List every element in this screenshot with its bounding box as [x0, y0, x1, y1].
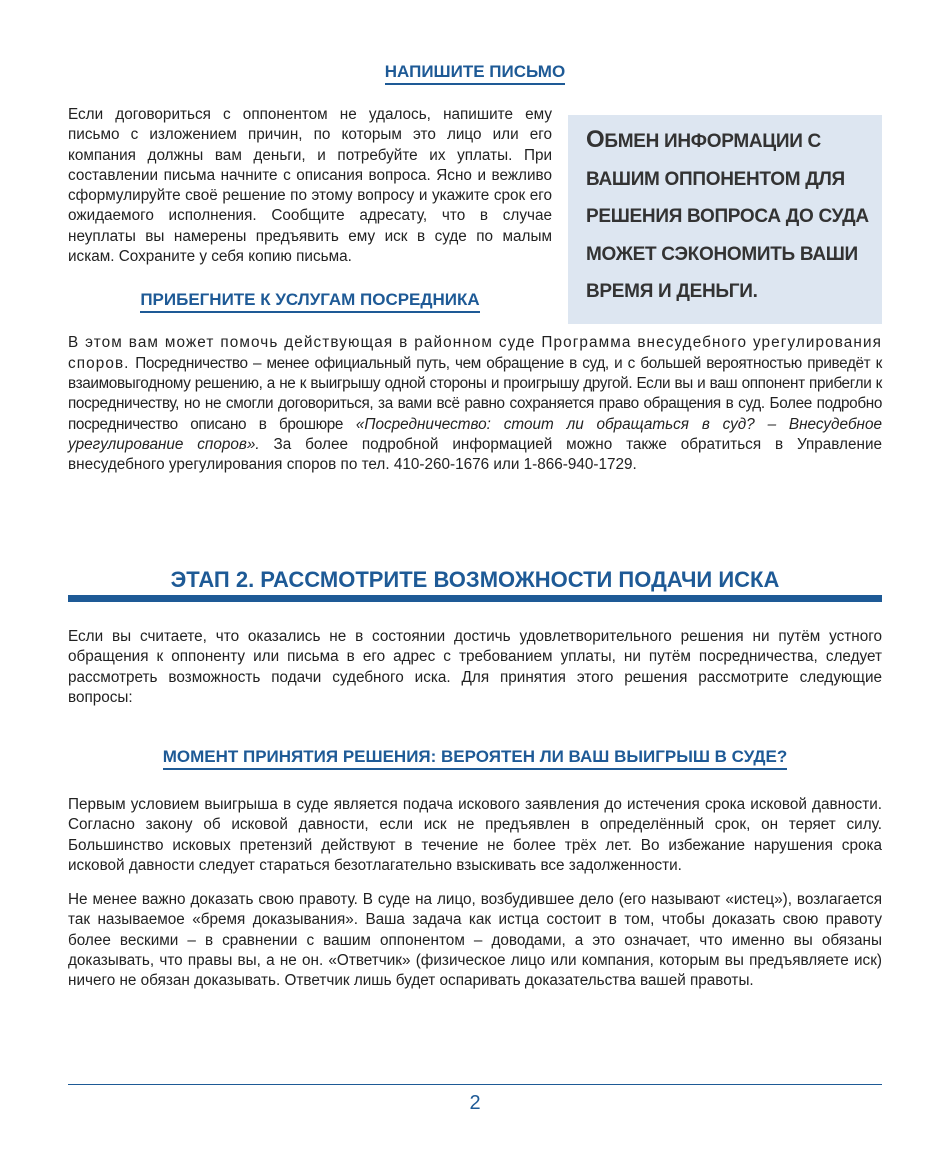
brochure-title: «Посредничество: стоит ли обращаться в суд? – Внесудебное урегулирование споров».	[68, 415, 882, 453]
section-heading-write-letter	[68, 61, 882, 83]
mediation-text-mid: Посредничество – менее официальный путь, чем обращение в суд, и с большей вероятностью приведёт к взаимовыгодному решению, а не к выигрышу одной стороны и проигрышу другой. Если вы и ваш оппонент прибегли к посредничеству, но не смогли договориться, за вами всё равно сохраняется право обращения в суд. Более подробно посредничество описано в брошюре	[68, 354, 883, 433]
section-heading-mediation	[68, 289, 564, 311]
heading-text: ПРИБЕГНИТЕ К УСЛУГАМ ПОСРЕДНИКА	[140, 290, 479, 313]
mediation-text-end: За более подробной информацией можно также обратиться в Управление внесудебного урегулирования споров по тел. 410-260-1676 или 1-866-940-1729.	[68, 435, 882, 474]
callout-box	[568, 115, 882, 324]
paragraph-write-letter: Если договориться с оппонентом не удалось, напишите ему письмо с изложением причин, по которым это лицо или его компания должны вам деньги, и потребуйте их уплаты. При составлении письма начните с описания вопроса. Ясно и вежливо сформулируйте своё решение по этому вопросу и укажите срок его ожидаемого исполнения. Сообщите адресату, что в случае неуплаты вы намерены предъявить ему иск в суде по малым искам. Сохраните у себя копию письма.	[68, 106, 552, 266]
paragraph-stage: Если вы считаете, что оказались не в состоянии достичь удовлетворительного решения ни путём устного обращения к оппоненту или письма в его адрес с требованием уплаты, ни путём посредничества, следует рассмотреть возможность подачи судебного иска. Для принятия этого решения рассмотрите следующие вопросы:	[68, 628, 882, 706]
heading-text: НАПИШИТЕ ПИСЬМО	[385, 62, 565, 85]
heading-text: МОМЕНТ ПРИНЯТИЯ РЕШЕНИЯ: ВЕРОЯТЕН ЛИ ВАШ ВЫИГРЫШ В СУДЕ?	[163, 747, 788, 770]
paragraph-limitation: Первым условием выигрыша в суде является подача искового заявления до истечения срока исковой давности. Согласно закону об исковой давности, если иск не предъявлен в определённый срок, он теряет силу. Большинство исковых претензий действуют в течение не более трёх лет. Во избежание нарушения срока исковой давности следует стараться безотлагательно взыскивать все задолженности.	[68, 796, 882, 874]
page-number: 2	[469, 1092, 481, 1114]
paragraph-burden-of-proof: Не менее важно доказать свою правоту. В суде на лицо, возбудившее дело (его называют «истец»), возлагается так называемое «бремя доказывания». Ваша задача как истца состоит в том, чтобы доказать свою правоту более вескими – в сравнении с вашим оппонентом – доводами, а это означает, что именно вы обязаны доказывать, что правы вы, а не он. «Ответчик» (физическое лицо или компания, которым вы предъявляете иск) ничего не обязан доказывать. Ответчик лишь будет оспаривать доказательства вашей правоты.	[68, 891, 882, 990]
section-heading-decision	[68, 746, 882, 768]
callout-capital: О	[586, 126, 605, 153]
callout-text: БМЕН ИНФОРМАЦИИ С ВАШИМ ОППОНЕНТОМ ДЛЯ РЕШЕНИЯ ВОПРОСА ДО СУДА МОЖЕТ СЭКОНОМИТЬ ВАШИ ВРЕМЯ И ДЕНЬГИ.	[586, 131, 869, 302]
paragraph-mediation	[68, 333, 882, 475]
stage-heading: ЭТАП 2. РАССМОТРИТЕ ВОЗМОЖНОСТИ ПОДАЧИ ИСКА	[170, 567, 780, 592]
mediation-text-start: В этом вам может помочь действующая в районном суде Программа внесудебного урегулирования споров.	[68, 334, 882, 372]
stage-heading-rule	[68, 595, 882, 602]
footer-rule	[68, 1084, 882, 1085]
text-flow	[68, 105, 882, 475]
